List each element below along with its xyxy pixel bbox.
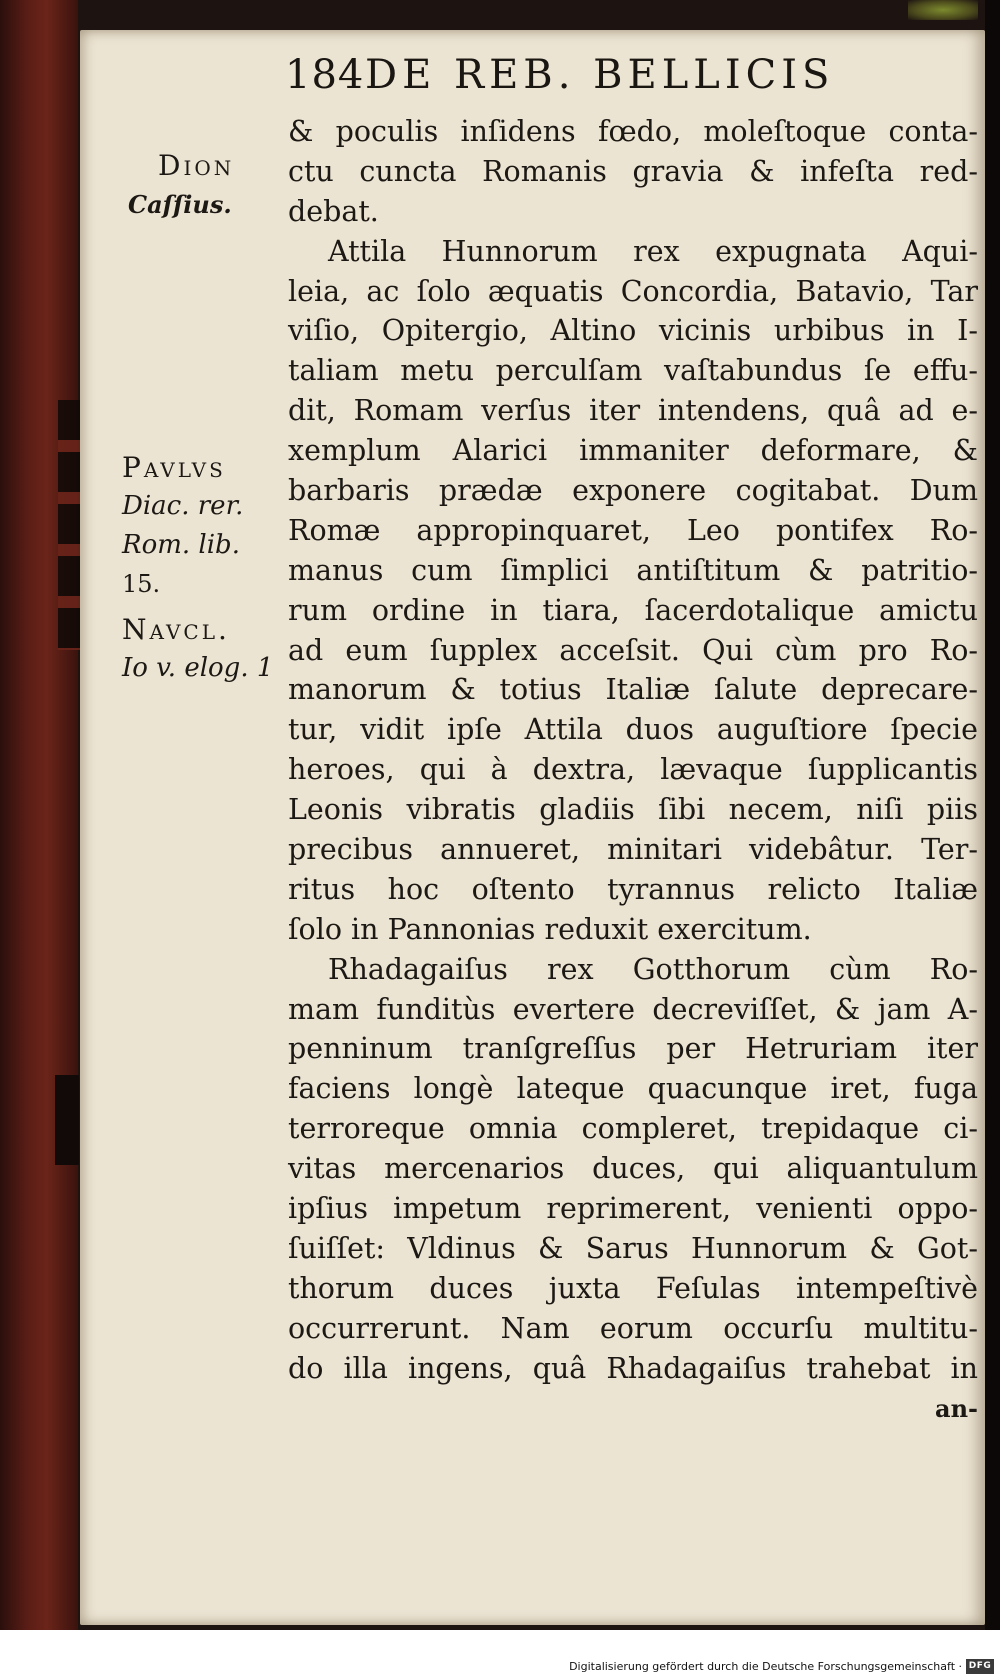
- text-line: Attila Hunnorum rex expugnata Aqui-: [328, 234, 978, 268]
- text-line: barbaris prædæ exponere cogitabat. Dum: [288, 474, 978, 508]
- text-line: do illa ingens, quâ Rhadagaiſus trahebat in: [288, 1351, 978, 1385]
- text-line: xemplum Alarici immaniter deformare, &: [288, 434, 978, 468]
- text-line: & poculis inſidens fœdo, moleſtoque conta-: [288, 115, 978, 148]
- cover-edge-mark-lower: [55, 1075, 79, 1165]
- main-text-column: [288, 112, 978, 1428]
- page-corner-stain: [908, 0, 978, 20]
- text-line: ipſius impetum reprimerent, venienti oppo-: [288, 1192, 978, 1226]
- text-line: ctu cuncta Romanis gravia & infeſta red-: [288, 154, 978, 188]
- marginal-note-line: Pavlvs: [122, 451, 226, 484]
- text-line: ritus hoc oſtento tyrannus relicto Italiæ: [288, 872, 978, 906]
- text-line: dit, Romam verſus iter intendens, quâ ad e-: [288, 394, 978, 428]
- text-line: leia, ac ſolo æquatis Concordia, Batavio, Tar: [288, 274, 978, 308]
- text-line: ſuiſſet: Vldinus & Sarus Hunnorum & Got-: [288, 1231, 978, 1265]
- text-line: debat.: [288, 194, 379, 228]
- text-line: taliam metu perculſam vaſtabundus ſe effu-: [288, 354, 978, 388]
- text-line: vitas mercenarios duces, qui aliquantulum: [288, 1152, 978, 1186]
- text-line: Rhadagaiſus rex Gotthorum cùm Ro-: [328, 952, 978, 986]
- text-line: penninum tranſgreſſus per Hetruriam iter: [288, 1032, 978, 1066]
- text-line: Leonis vibratis gladiis ſibi necem, niſi piis: [288, 793, 978, 827]
- text-line: precibus annueret, minitari videbâtur. Ter-: [288, 833, 978, 867]
- page-right-edge: [985, 0, 1000, 1630]
- digitization-credit: Digitalisierung gefördert durch die Deutsche Forschungsgemeinschaft ·: [569, 1660, 962, 1673]
- text-line: terroreque omnia compleret, trepidaque ci-: [288, 1112, 978, 1146]
- text-line: mam funditùs evertere decreviſſet, & jam A-: [288, 992, 978, 1026]
- text-line: ſolo in Pannonias reduxit exercitum.: [288, 912, 812, 946]
- running-title: DE REB. BELLICIS: [365, 52, 835, 98]
- marginal-note-naucl: [122, 610, 273, 688]
- marginal-note-line: Diac. rer.: [122, 491, 244, 521]
- marginal-note-line: Io v. elog. 1: [122, 653, 274, 683]
- page-number: 184: [285, 52, 365, 98]
- marginal-note-dion: [128, 146, 235, 224]
- catchword: an-: [935, 1393, 978, 1423]
- marginal-note-line: Navcl.: [122, 613, 230, 646]
- text-line: Romæ appropinquaret, Leo pontifex Ro-: [288, 513, 978, 547]
- dfg-logo: DFG: [966, 1659, 994, 1674]
- running-header: [285, 52, 905, 108]
- text-line: occurrerunt. Nam eorum occurſu multitu-: [288, 1311, 978, 1345]
- text-line: manus cum ſimplici antiſtitum & patritio-: [288, 553, 978, 587]
- marginal-note-line: Rom. lib.: [122, 530, 240, 560]
- text-line: heroes, qui à dextra, lævaque ſupplicantis: [288, 753, 978, 787]
- text-line: tur, vidit ipſe Attila duos auguſtiore ſpecie: [288, 713, 978, 747]
- text-line: thorum duces juxta Feſulas intempeſtivè: [288, 1271, 978, 1305]
- cover-edge-marks: [58, 400, 80, 650]
- text-line: ad eum ſupplex acceſsit. Qui cùm pro Ro-: [288, 633, 978, 667]
- book-cover-edge: [0, 0, 78, 1630]
- text-line: manorum & totius Italiæ ſalute deprecare-: [288, 673, 978, 707]
- marginal-note-line: Dion: [158, 149, 235, 182]
- marginal-note-paulus: [122, 448, 243, 604]
- text-line: viſio, Opitergio, Altino vicinis urbibus in I-: [288, 314, 978, 348]
- marginal-note-line: Caſſius.: [128, 190, 232, 219]
- text-line: rum ordine in tiara, ſacerdotalique amictu: [288, 593, 978, 627]
- text-line: faciens longè lateque quacunque iret, fuga: [288, 1072, 978, 1106]
- marginal-note-line: 15.: [122, 570, 161, 598]
